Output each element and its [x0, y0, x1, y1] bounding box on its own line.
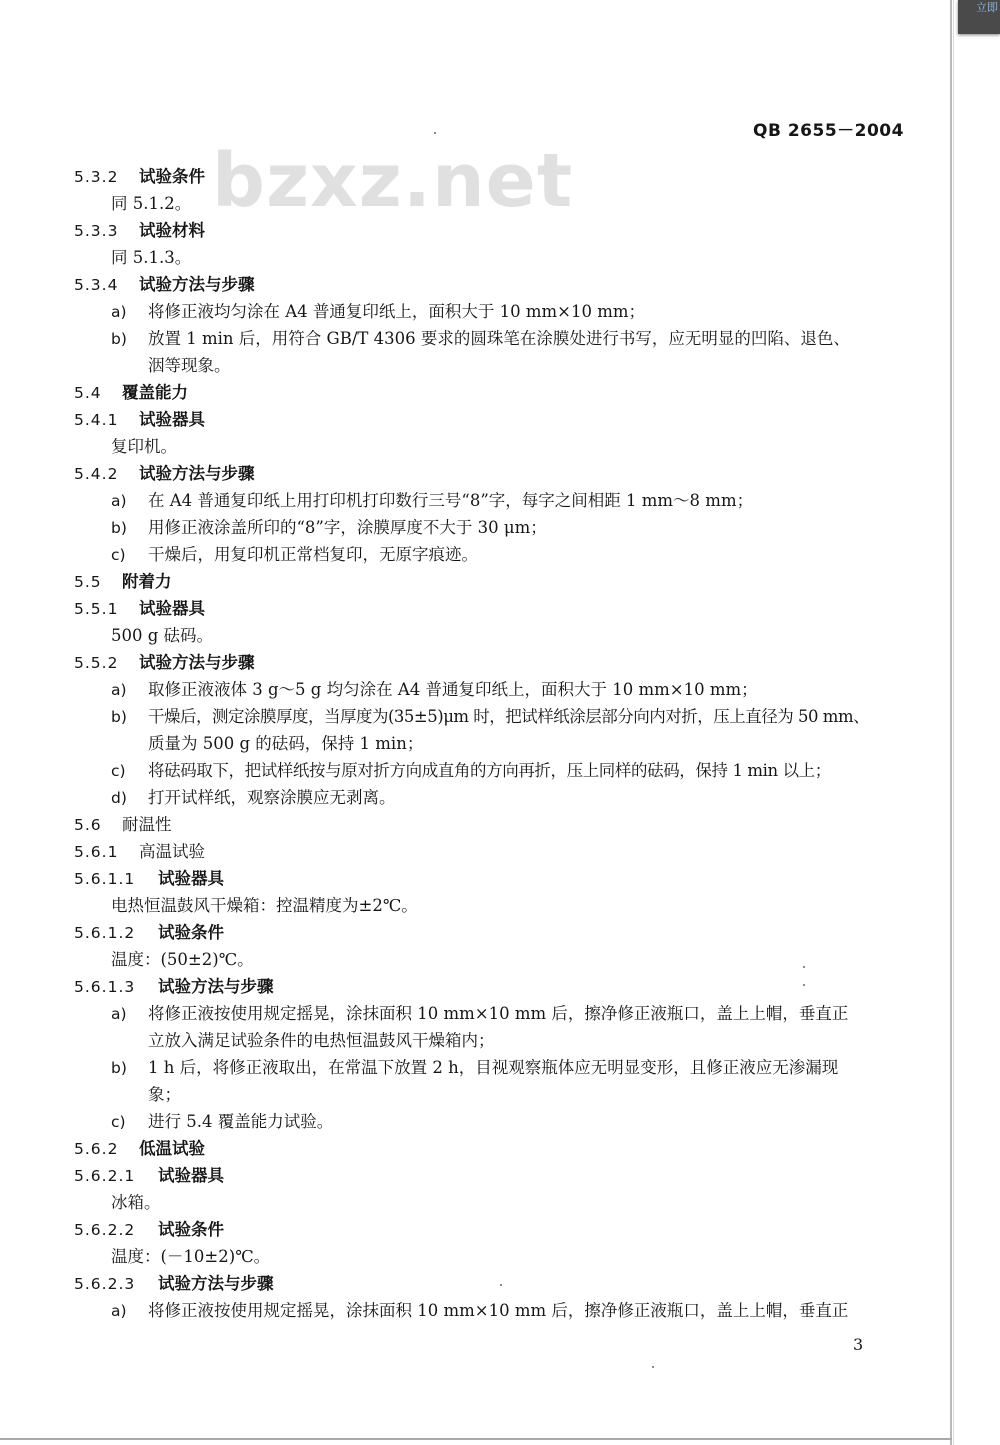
list-label: b): [111, 519, 127, 537]
section-title: 试验方法与步骤: [139, 464, 255, 483]
list-label: d): [111, 789, 127, 807]
list-label: a): [111, 492, 127, 510]
page-number: 3: [853, 1335, 864, 1354]
list-text: 象；: [148, 1085, 181, 1104]
section-title: 高温试验: [139, 842, 205, 861]
list-text: 放置 1 min 后，用符合 GB/T 4306 要求的圆珠笔在涂膜处进行书写，应无明显的凹陷、退色、: [148, 329, 850, 348]
list-text: 用修正液涂盖所印的“8”字，涂膜厚度不大于 30 μm；: [148, 518, 547, 537]
list-label: a): [111, 1302, 127, 1320]
paragraph-text: 冰箱。: [111, 1193, 161, 1212]
list-text: 将修正液按使用规定摇晃，涂抹面积 10 mm×10 mm 后，擦净修正液瓶口，盖上上帽，垂直正: [148, 1004, 849, 1023]
section-title: 试验器具: [158, 869, 224, 888]
list-label: c): [111, 762, 126, 780]
section-number: 5.5.2: [74, 654, 119, 672]
section-title: 试验器具: [139, 599, 205, 618]
list-label: a): [111, 303, 127, 321]
section-number: 5.6.2.2: [74, 1221, 136, 1239]
list-text: 将砝码取下，把试样纸按与原对折方向成直角的方向再折，压上同样的砝码，保持 1 min 以上；: [148, 761, 831, 780]
list-text: 干燥后，用复印机正常档复印，无原字痕迹。: [148, 545, 478, 564]
list-text: 立放入满足试验条件的电热恒温鼓风干燥箱内；: [148, 1031, 495, 1050]
scan-speck: [434, 132, 436, 134]
standard-code: QB 2655－2004: [753, 121, 904, 141]
page-bottom-edge: [0, 1438, 952, 1440]
section-number: 5.6.1.1: [74, 870, 136, 888]
section-title: 试验器具: [139, 410, 205, 429]
list-label: a): [111, 1005, 127, 1023]
list-text: 在 A4 普通复印纸上用打印机打印数行三号“8”字，每字之间相距 1 mm～8 mm；: [148, 491, 754, 510]
list-text: 质量为 500 g 的砝码，保持 1 min；: [148, 734, 424, 753]
list-label: b): [111, 708, 127, 726]
section-number: 5.3.2: [74, 168, 119, 186]
scan-speck: [803, 966, 805, 968]
list-text: 洇等现象。: [148, 356, 231, 375]
paragraph-text: 同 5.1.3。: [111, 248, 192, 267]
section-number: 5.3.3: [74, 222, 119, 240]
section-title: 低温试验: [139, 1139, 205, 1158]
paragraph-text: 电热恒温鼓风干燥箱：控温精度为±2℃。: [111, 896, 418, 915]
list-text: 进行 5.4 覆盖能力试验。: [148, 1112, 334, 1131]
section-title: 试验方法与步骤: [139, 653, 255, 672]
paragraph-text: 温度：(－10±2)℃。: [111, 1247, 271, 1266]
section-title: 覆盖能力: [122, 383, 188, 402]
list-label: b): [111, 1059, 127, 1077]
section-number: 5.6.2.1: [74, 1167, 136, 1185]
section-title: 试验方法与步骤: [158, 1274, 274, 1293]
section-title: 附着力: [122, 572, 172, 591]
scan-speck: [500, 1284, 502, 1286]
section-number: 5.6: [74, 816, 102, 834]
scan-speck: [803, 984, 805, 986]
section-number: 5.6.1.3: [74, 978, 136, 996]
section-number: 5.4: [74, 384, 102, 402]
list-text: 将修正液按使用规定摇晃，涂抹面积 10 mm×10 mm 后，擦净修正液瓶口，盖上上帽，垂直正: [148, 1301, 849, 1320]
paragraph-text: 500 g 砝码。: [111, 626, 214, 645]
section-number: 5.6.1: [74, 843, 119, 861]
watermark: bzxz.net: [212, 138, 574, 224]
corner-tab-button[interactable]: [958, 0, 1000, 34]
paragraph-text: 复印机。: [111, 437, 177, 456]
section-number: 5.4.2: [74, 465, 119, 483]
section-number: 5.6.2: [74, 1140, 119, 1158]
section-title: 试验材料: [139, 221, 205, 240]
list-text: 干燥后，测定涂膜厚度，当厚度为(35±5)μm 时，把试样纸涂层部分向内对折，压上直径为 50 mm、: [148, 707, 870, 726]
section-number: 5.6.2.3: [74, 1275, 136, 1293]
page-edge: [950, 0, 952, 1445]
paragraph-text: 同 5.1.2。: [111, 194, 192, 213]
section-title: 试验条件: [158, 1220, 224, 1239]
section-number: 5.5: [74, 573, 102, 591]
section-title: 试验器具: [158, 1166, 224, 1185]
list-label: c): [111, 546, 126, 564]
section-title: 试验方法与步骤: [139, 275, 255, 294]
corner-tab-label: 立即: [976, 1, 998, 14]
section-number: 5.5.1: [74, 600, 119, 618]
list-text: 打开试样纸，观察涂膜应无剥离。: [148, 788, 396, 807]
list-text: 1 h 后，将修正液取出，在常温下放置 2 h，目视观察瓶体应无明显变形，且修正液应无渗漏现: [148, 1058, 839, 1077]
list-label: b): [111, 330, 127, 348]
section-title: 试验条件: [139, 167, 205, 186]
list-label: c): [111, 1113, 126, 1131]
section-title: 试验方法与步骤: [158, 977, 274, 996]
list-label: a): [111, 681, 127, 699]
list-text: 取修正液液体 3 g～5 g 均匀涂在 A4 普通复印纸上，面积大于 10 mm×10 mm；: [148, 680, 758, 699]
section-number: 5.6.1.2: [74, 924, 136, 942]
section-number: 5.3.4: [74, 276, 119, 294]
paragraph-text: 温度：(50±2)℃。: [111, 950, 254, 969]
section-number: 5.4.1: [74, 411, 119, 429]
section-title: 试验条件: [158, 923, 224, 942]
page-edge-shadow: [953, 0, 954, 1445]
section-title: 耐温性: [122, 815, 172, 834]
scan-speck: [652, 1366, 654, 1368]
list-text: 将修正液均匀涂在 A4 普通复印纸上，面积大于 10 mm×10 mm；: [148, 302, 646, 321]
